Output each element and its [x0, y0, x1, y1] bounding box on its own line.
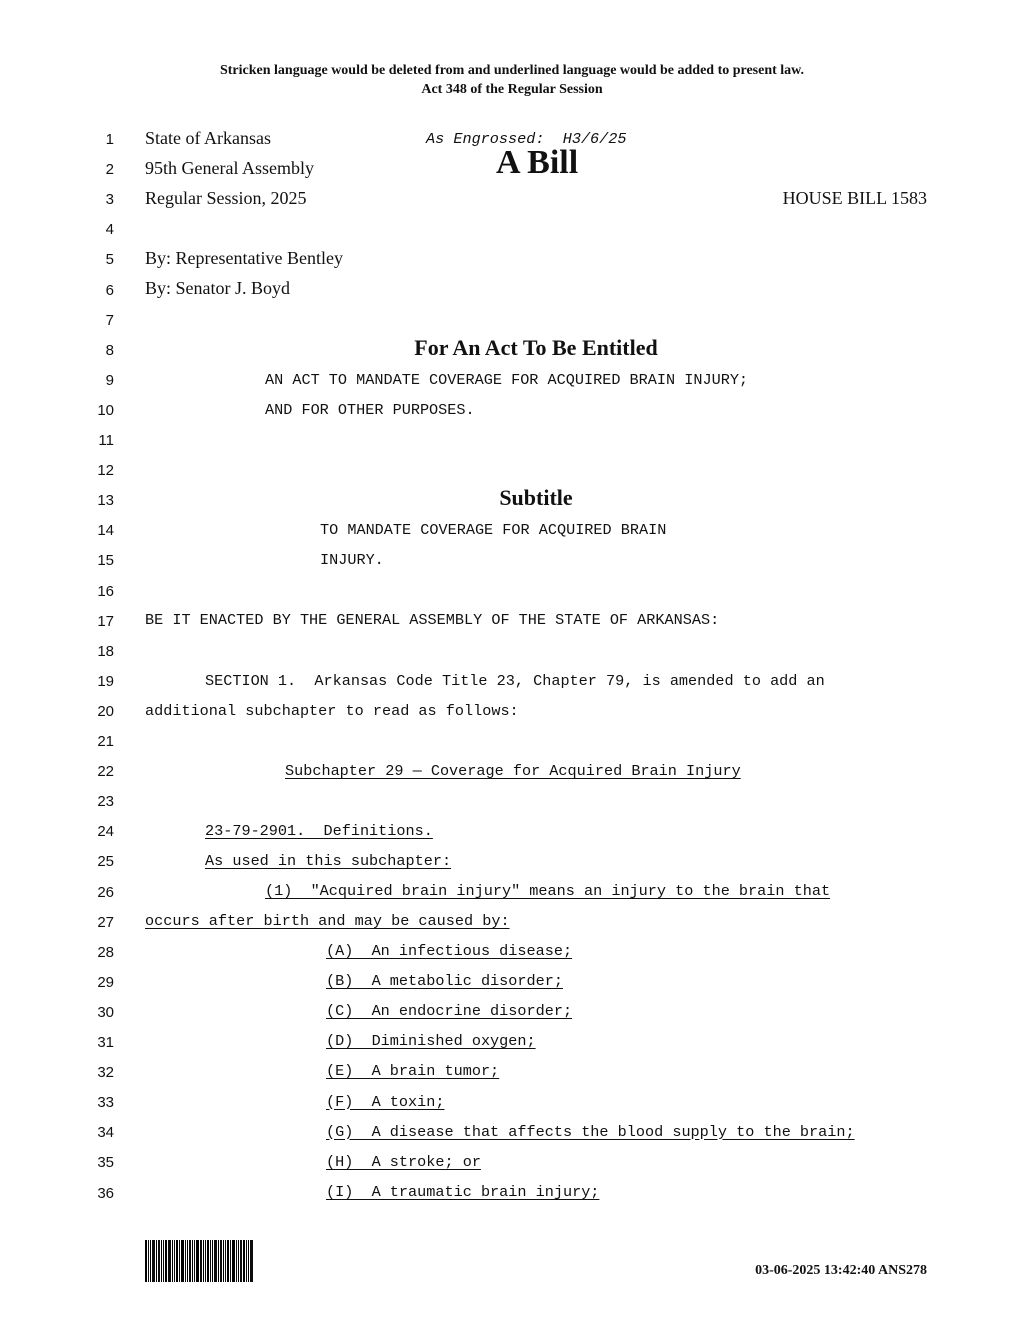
line-number: 32 [97, 1064, 114, 1082]
cause-item: (B) A metabolic disorder; [326, 972, 563, 991]
barcode-bar [145, 1240, 147, 1282]
title-line-1: AN ACT TO MANDATE COVERAGE FOR ACQUIRED BRAIN INJURY; [265, 371, 749, 389]
definitions-heading: 23-79-2901. Definitions. [205, 822, 433, 840]
line-number: 18 [97, 642, 114, 660]
subchapter-heading: Subchapter 29 — Coverage for Acquired Brain Injury [285, 762, 741, 780]
subtitle-line-2: INJURY. [320, 551, 384, 569]
barcode-bar [179, 1240, 180, 1282]
section-1-line-1: SECTION 1. Arkansas Code Title 23, Chapter 79, is amended to add an [205, 672, 825, 690]
barcode-bar [165, 1240, 167, 1282]
barcode-bar [236, 1240, 237, 1282]
barcode-bar [161, 1240, 162, 1282]
barcode-bar [248, 1240, 249, 1282]
title-heading: For An Act To Be Entitled [414, 335, 658, 360]
barcode-bar [212, 1240, 213, 1282]
cause-item: (I) A traumatic brain injury; [326, 1182, 600, 1201]
line-number: 22 [97, 763, 114, 781]
line-number: 34 [97, 1124, 114, 1142]
barcode-bar [227, 1240, 229, 1282]
barcode-bar [246, 1240, 247, 1282]
barcode-bar [207, 1240, 209, 1282]
barcode-bar [174, 1240, 175, 1282]
cause-item: (G) A disease that affects the blood supply to the brain; [326, 1122, 855, 1141]
line-number: 25 [97, 853, 114, 871]
subtitle-heading: Subtitle [499, 485, 573, 510]
definition-1-line-1: (1) "Acquired brain injury" means an injury to the brain that [265, 882, 831, 900]
line-number: 29 [97, 973, 114, 991]
engrossed-date: As Engrossed: H3/6/25 [426, 130, 627, 148]
line-number: 24 [97, 823, 114, 841]
line-number: 1 [105, 131, 114, 148]
barcode-bar [203, 1240, 204, 1282]
enacting-clause: BE IT ENACTED BY THE GENERAL ASSEMBLY OF THE STATE OF ARKANSAS: [145, 611, 720, 629]
barcode-bar [181, 1240, 184, 1282]
line-number: 35 [97, 1154, 114, 1172]
barcode-bar [220, 1240, 222, 1282]
line-number: 14 [97, 522, 114, 540]
barcode-bar [163, 1240, 164, 1282]
barcode-bar [214, 1240, 217, 1282]
house-sponsor: By: Representative Bentley [145, 248, 343, 268]
line-number: 10 [97, 401, 114, 419]
cause-item: (F) A toxin; [326, 1092, 445, 1111]
line-number: 33 [97, 1094, 114, 1112]
barcode-bar [194, 1240, 195, 1282]
barcode-bar [189, 1240, 191, 1282]
barcode-bar [196, 1240, 199, 1282]
line-number: 4 [105, 221, 114, 239]
cause-item: (A) An infectious disease; [326, 942, 573, 960]
cause-item: (C) An endocrine disorder; [326, 1002, 573, 1021]
section-1-line-2: additional subchapter to read as follows: [145, 702, 519, 720]
line-number: 23 [97, 793, 114, 811]
cause-item: (E) A brain tumor; [326, 1062, 500, 1081]
barcode-bar [232, 1240, 235, 1282]
line-number: 21 [97, 733, 114, 750]
session: Regular Session, 2025 [145, 188, 307, 208]
barcode-bar [223, 1240, 224, 1282]
barcode-bar [148, 1240, 149, 1282]
line-number: 7 [105, 311, 114, 329]
doc-type: A Bill [496, 144, 579, 181]
line-number: 36 [97, 1184, 114, 1202]
barcode-bar [172, 1240, 173, 1282]
line-number: 9 [105, 371, 114, 389]
barcode-bar [243, 1240, 245, 1282]
barcode-bar [240, 1240, 242, 1282]
line-number: 28 [97, 943, 114, 961]
cause-item: (H) A stroke; or [326, 1152, 481, 1171]
state-name: State of Arkansas [145, 128, 271, 148]
act-number: Act 348 of the Regular Session [421, 82, 603, 97]
bill-number: HOUSE BILL 1583 [782, 188, 927, 208]
barcode-bar [187, 1240, 188, 1282]
barcode-bar [200, 1240, 202, 1282]
line-number: 16 [97, 582, 114, 600]
barcode-bar [156, 1240, 157, 1282]
line-number: 30 [97, 1003, 114, 1021]
barcode-icon [145, 1240, 273, 1282]
cause-item: (D) Diminished oxygen; [326, 1032, 536, 1051]
subtitle-line-1: TO MANDATE COVERAGE FOR ACQUIRED BRAIN [320, 521, 667, 539]
barcode-bar [238, 1240, 239, 1282]
line-number: 2 [105, 161, 114, 179]
line-number: 5 [105, 251, 114, 269]
document-id: 03-06-2025 13:42:40 ANS278 [755, 1263, 927, 1278]
line-number: 3 [105, 191, 114, 209]
senate-sponsor: By: Senator J. Boyd [145, 278, 291, 298]
barcode-bar [225, 1240, 226, 1282]
line-number: 6 [105, 281, 114, 299]
line-number: 20 [97, 702, 114, 720]
line-number: 19 [97, 672, 114, 690]
line-number: 11 [98, 432, 114, 449]
line-number: 8 [105, 341, 114, 359]
barcode-bar [152, 1240, 155, 1282]
definitions-intro: As used in this subchapter: [205, 852, 452, 870]
line-number: 26 [97, 883, 114, 901]
line-number: 15 [97, 552, 114, 570]
barcode-bar [192, 1240, 193, 1282]
barcode-bar [158, 1240, 160, 1282]
barcode-bar [218, 1240, 219, 1282]
line-number: 27 [97, 913, 114, 931]
barcode-bar [205, 1240, 206, 1282]
line-number: 31 [97, 1034, 114, 1051]
barcode-bar [210, 1240, 211, 1282]
amendment-notice: Stricken language would be deleted from and underlined language would be added to present law. [219, 63, 805, 78]
barcode-bar [230, 1240, 231, 1282]
barcode-bar [150, 1240, 151, 1282]
general-assembly: 95th General Assembly [145, 158, 314, 178]
line-number: 12 [97, 462, 114, 480]
line-number: 13 [97, 492, 114, 510]
definition-1-line-2: occurs after birth and may be caused by: [145, 912, 510, 930]
barcode-bar [250, 1240, 253, 1282]
barcode-bar [168, 1240, 171, 1282]
barcode-bar [185, 1240, 186, 1282]
title-line-2: AND FOR OTHER PURPOSES. [265, 401, 475, 419]
line-number: 17 [97, 612, 114, 630]
barcode-bar [176, 1240, 178, 1282]
